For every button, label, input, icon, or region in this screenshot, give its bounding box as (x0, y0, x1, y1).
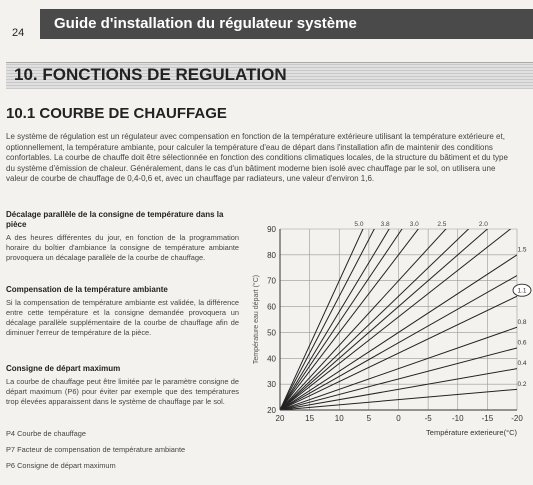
y-tick-label: 40 (267, 354, 276, 364)
running-header: Guide d'installation du régulateur système (40, 9, 533, 39)
y-tick-label: 90 (267, 225, 276, 234)
curve-label-right: 0.4 (517, 360, 527, 368)
curve-label-right: 1.5 (517, 246, 527, 254)
heating-curve-chart (245, 214, 533, 446)
subsection-title: 10.1 COURBE DE CHAUFFAGE (6, 105, 227, 122)
parameter-item: P6 Consigne de départ maximum (6, 461, 116, 470)
x-tick-label: -5 (424, 414, 432, 423)
intro-paragraph: Le système de régulation est un régulateur avec compensation en fonction de la température extérieure utilisant la température extérieure et, optionnellement, la température ambiante, pour calculer la température d'eau de départ dans l'installation afin de maintenir des conditions confortables. La courbe de chauffe doit être sélectionnée en fonction des conditions climatiques locales, de la structure du bâtiment et du type du système d'émission de chaleur. Généralement, dans le cas d'un bâtiment moderne bien isolé avec chauffage par le sol, on utilisera une valeur de courbe de chauffage de 0,4-0,6 et, avec un chauffage par radiateurs, une valeur d'environ 1,6. (6, 132, 508, 184)
chart-labels (252, 221, 531, 437)
curve-label-top: 3.0 (409, 221, 419, 228)
paragraph-text: A des heures différentes du jour, en fonction de la programmation horaire du boîtier d'ambiance la consigne de température ambiante provoquera un décalage parallèle de la courbe de chauffage. (6, 233, 239, 262)
paragraph-text: Si la compensation de température ambiante est validée, la différence entre cette température et la consigne demandée provoquera un décalage parallèle supplémentaire de la courbe de chauffage afin de diminuer l'erreur de température de la pièce. (6, 298, 239, 337)
x-tick-label: 0 (396, 414, 401, 423)
curve-label-right: 0.6 (517, 339, 527, 347)
curve-label-top: 2.5 (437, 221, 447, 228)
curve-label-right: 0.2 (517, 380, 527, 388)
paragraph-text: La courbe de chauffage peut être limitée par le paramètre consigne de départ maximum (P6) pour éviter par exemple que des températures trop élevées apparaissent dans le système de chauffage par le sol. (6, 377, 239, 406)
parameter-item: P4 Courbe de chauffage (6, 429, 86, 438)
y-axis-title: Température eau départ (°C) (253, 274, 260, 365)
curve-label-right: 1.1 (517, 287, 527, 295)
x-tick-label: -10 (451, 414, 464, 423)
x-tick-label: -15 (481, 414, 494, 423)
y-tick-label: 30 (267, 380, 276, 390)
parameter-item: P7 Facteur de compensation de température ambiante (6, 445, 186, 454)
paragraph-heading: Consigne de départ maximum (6, 364, 121, 373)
x-tick-label: 5 (366, 414, 372, 423)
chart-grid (280, 229, 517, 410)
curve-label-right: 0.8 (517, 318, 527, 326)
paragraph-heading: Décalage parallèle de la consigne de température dans la pièce (6, 210, 224, 229)
y-tick-label: 80 (267, 250, 276, 260)
curve-label-top: 5.0 (354, 221, 364, 228)
page-number: 24 (12, 27, 25, 39)
paragraph-block-compensation (6, 285, 239, 338)
y-tick-label: 50 (267, 328, 276, 338)
paragraph-block-shift (6, 210, 239, 263)
curve-label-top: 3.8 (380, 221, 390, 228)
curve-label-top: 2.0 (478, 221, 488, 228)
paragraph-block-max-setpoint (6, 364, 239, 407)
section-title: 10. FONCTIONS DE REGULATION (14, 65, 287, 84)
x-tick-label: 10 (334, 414, 344, 423)
x-tick-label: 20 (275, 414, 285, 423)
paragraph-heading: Compensation de la température ambiante (6, 285, 168, 294)
y-tick-label: 70 (267, 276, 276, 286)
y-tick-label: 20 (267, 406, 276, 415)
y-tick-label: 60 (267, 302, 276, 312)
x-tick-label: -20 (511, 414, 523, 423)
x-tick-label: 15 (305, 414, 315, 423)
x-axis-title: Température exterieure(°C) (426, 428, 517, 437)
